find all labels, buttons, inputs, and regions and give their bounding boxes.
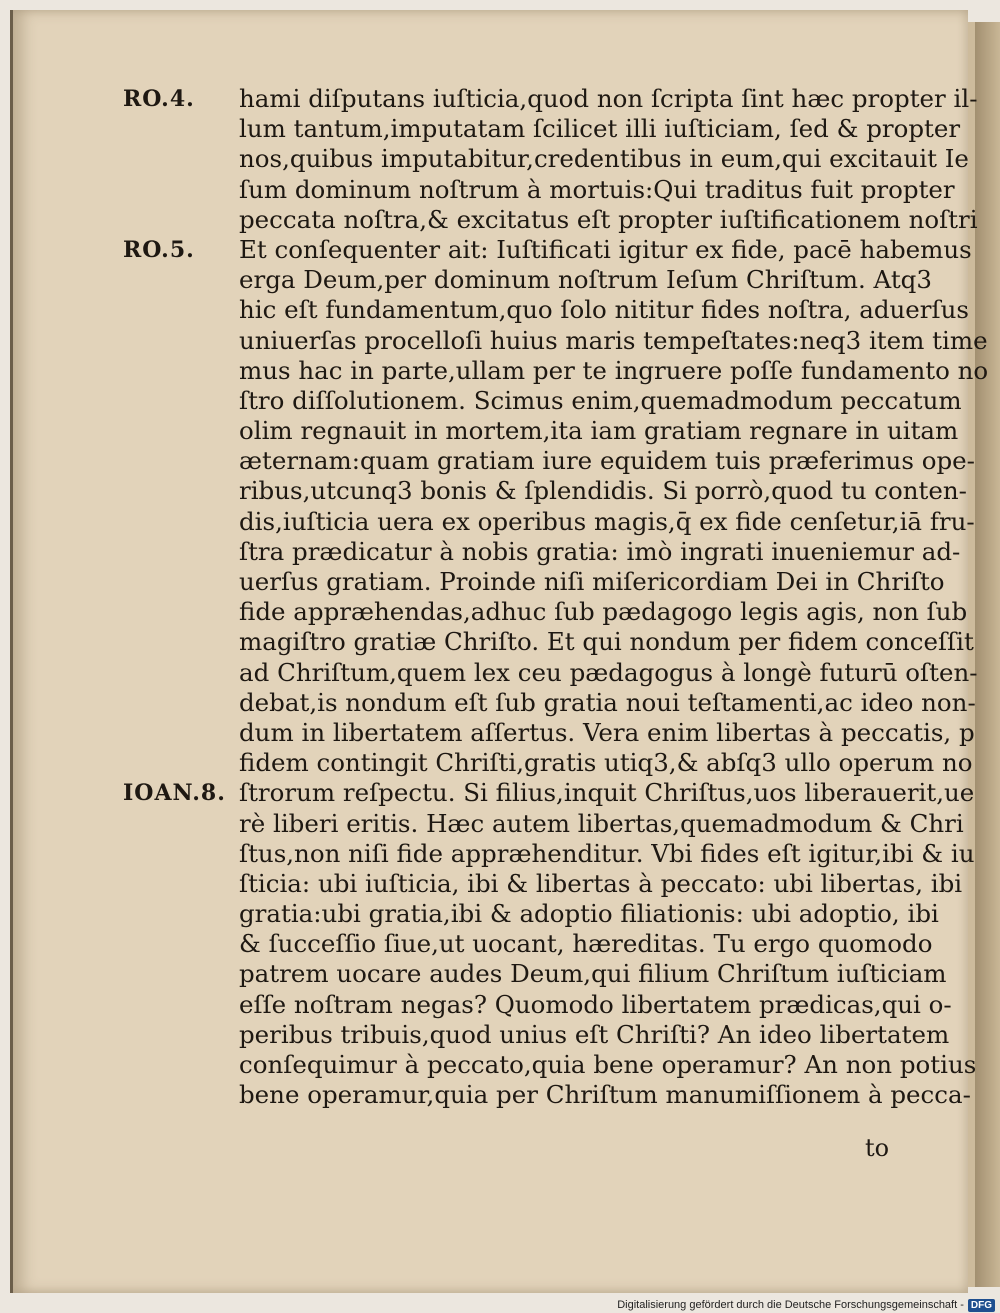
line-text: patrem uocare audes Deum,qui filium Chriſtum iuſticiam	[239, 959, 947, 989]
text-line	[123, 959, 947, 989]
text-line	[123, 446, 975, 476]
line-text: ſtro diſſolutionem. Scimus enim,quemadmodum peccatum	[239, 385, 962, 415]
line-text: uerſus gratiam. Proinde niſi miſericordiam Dei in Chriſto	[239, 567, 945, 596]
line-text: dis,iuſticia uera ex operibus magis,q̄ ex fide cenſetur,iā fru-	[239, 506, 975, 536]
line-text: eſſe noſtram negas? Quomodo libertatem prædicas,qui o-	[239, 989, 952, 1019]
line-text: lum tantum,imputatam ſcilicet illi iuſticiam, ſed & propter	[239, 114, 961, 144]
text-line	[123, 265, 932, 295]
margin-note: RO.5.	[123, 236, 195, 263]
line-text: ſtra prædicatur à nobis gratia: imò ingrati inueniemur ad-	[239, 536, 961, 566]
text-line	[123, 567, 945, 597]
text-line	[123, 476, 967, 506]
line-text: uniuerſas procelloſi huius maris tempeſtates:neq3 item time	[239, 325, 988, 355]
text-line	[123, 868, 963, 899]
line-text: gratia:ubi gratia,ibi & adoptio filiationis: ubi adoptio, ibi	[239, 899, 939, 929]
margin-note: IOAN.8.	[123, 780, 226, 807]
text-line	[123, 295, 969, 325]
text-line	[123, 627, 974, 657]
line-text: conſequimur à peccato,quia bene operamur? An non potius	[239, 1050, 977, 1079]
margin-note: RO.4.	[123, 86, 195, 112]
text-line	[123, 1019, 950, 1050]
text-line	[123, 84, 978, 114]
text-line	[123, 204, 978, 235]
text-line	[123, 355, 989, 386]
page-text	[123, 84, 989, 1110]
line-text: ſtus,non niſi fide appræhenditur. Vbi fides eſt igitur,ibi & iu	[239, 838, 975, 868]
text-line	[123, 1050, 977, 1080]
text-line	[123, 899, 939, 929]
line-text: magiſtro gratiæ Chriſto. Et qui nondum per fidem conceſſit	[239, 627, 974, 657]
line-text: dum in libertatem aſſertus. Vera enim libertas à peccatis, p	[239, 717, 975, 747]
text-line	[123, 114, 961, 144]
line-text: mus hac in parte,ullam per te ingruere poſſe fundamento no	[239, 355, 989, 385]
line-text: peribus tribuis,quod unius eſt Chriſti? An ideo libertatem	[239, 1019, 950, 1049]
text-line	[123, 144, 969, 174]
text-line	[123, 778, 975, 808]
text-line	[123, 325, 988, 356]
line-text: rè liberi eritis. Hæc autem libertas,quemadmodum & Chri	[239, 808, 964, 838]
line-text: olim regnauit in mortem,ita iam gratiam regnare in uitam	[239, 416, 959, 446]
line-text: nos,quibus imputabitur,credentibus in eum,qui excitauit Ie	[239, 144, 969, 174]
line-text: ſtrorum reſpectu. Si filius,inquit Chriſtus,uos liberauerit,ue	[239, 778, 975, 808]
text-line	[123, 717, 975, 748]
line-text: erga Deum,per dominum noſtrum Ieſum Chriſtum. Atq3	[239, 265, 932, 295]
text-line	[123, 838, 975, 869]
text-line	[123, 1080, 971, 1110]
page-fore-edge	[975, 22, 1000, 1287]
line-text: hami diſputans iuſticia,quod non ſcripta ſint hæc propter il-	[239, 84, 978, 113]
text-line	[123, 536, 961, 567]
footer-text: Digitalisierung gefördert durch die Deutsche Forschungsgemeinschaft -	[617, 1299, 964, 1311]
text-line	[123, 657, 978, 688]
line-text: Et conſequenter ait: Iuſtificati igitur ex fide, pacē habemus	[239, 234, 972, 264]
line-text: fide appræhendas,adhuc ſub pædagogo legis agis, non ſub	[239, 597, 968, 627]
line-text: hic eſt fundamentum,quo ſolo nititur fides noſtra, aduerſus	[239, 295, 969, 325]
text-line	[123, 808, 964, 839]
line-text: debat,is nondum eſt ſub gratia noui teſtamenti,ac ideo non-	[239, 687, 976, 717]
text-line	[123, 597, 968, 627]
catchword: to	[865, 1134, 890, 1162]
book-page	[10, 10, 989, 1293]
text-line	[123, 234, 972, 265]
line-text: ad Chriſtum,quem lex ceu pædagogus à longè futurū oſten-	[239, 657, 978, 687]
line-text: ſticia: ubi iuſticia, ibi & libertas à peccato: ubi libertas, ibi	[239, 868, 963, 898]
line-text: æternam:quam gratiam iure equidem tuis præferimus ope-	[239, 446, 975, 476]
line-text: bene operamur,quia per Chriſtum manumiſſionem à pecca-	[239, 1080, 971, 1110]
text-line	[123, 748, 973, 778]
text-line	[123, 416, 959, 446]
text-line	[123, 174, 955, 205]
text-line	[123, 989, 952, 1020]
line-text: ribus,utcunq3 bonis & ſplendidis. Si porrò,quod tu conten-	[239, 476, 967, 506]
text-line	[123, 929, 933, 959]
text-line	[123, 506, 975, 537]
line-text: peccata noſtra,& excitatus eſt propter iuſtificationem noſtri	[239, 204, 978, 234]
footer	[610, 1298, 995, 1312]
line-text: ſum dominum noſtrum à mortuis:Qui traditus fuit propter	[239, 174, 955, 204]
text-line	[123, 385, 962, 416]
line-text: fidem contingit Chriſti,gratis utiq3,& abſq3 ullo operum no	[239, 748, 973, 778]
line-text: & ſucceſſio ſiue,ut uocant, hæreditas. Tu ergo quomodo	[239, 929, 933, 959]
dfg-logo-icon: DFG	[968, 1299, 995, 1312]
text-line	[123, 687, 976, 718]
